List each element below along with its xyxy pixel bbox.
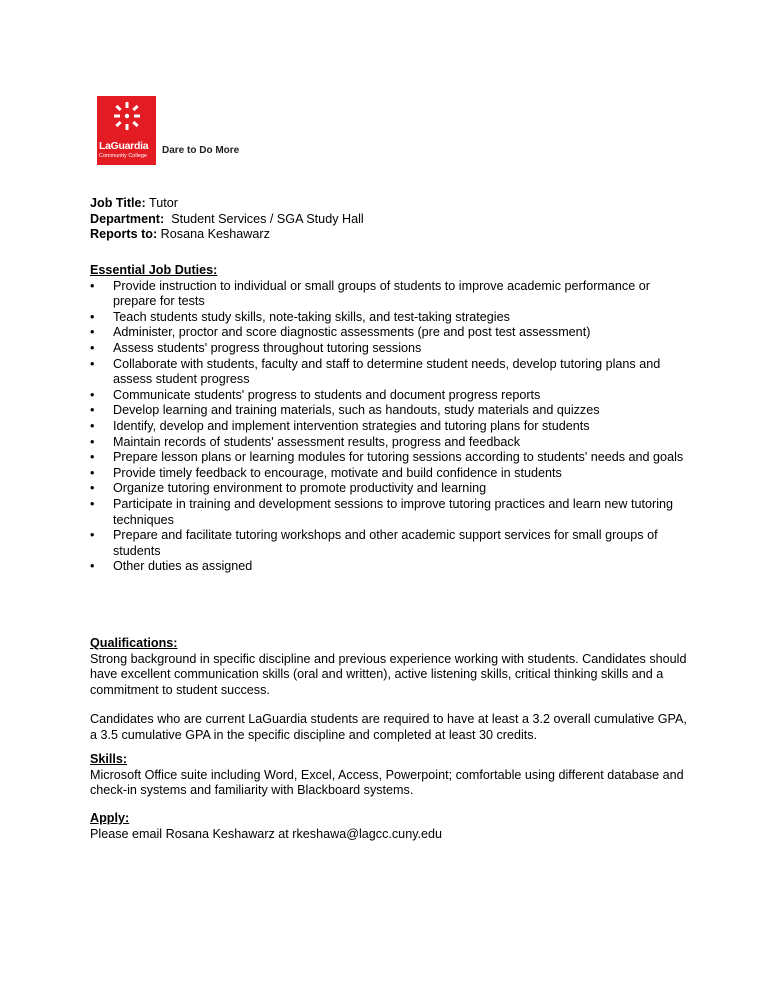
duties-section [90, 263, 690, 575]
duties-list [90, 279, 690, 575]
department-value: Student Services / SGA Study Hall [171, 211, 364, 226]
apply-text: Please email Rosana Keshawarz at rkeshawa@lagcc.cuny.edu [90, 826, 443, 841]
list-item: • Identify, develop and implement intervention strategies and tutoring plans for students [90, 419, 690, 435]
qualifications-para-1: Strong background in specific discipline and previous experience working with students. Candidates should have excellent communication skills (oral and written), active listening skills, critical thinking skills and a commitment to student success. [90, 651, 687, 697]
apply-title: Apply: [90, 811, 130, 825]
qualifications-section [90, 636, 690, 698]
qualifications-title: Qualifications: [90, 636, 178, 650]
list-item: • Teach students study skills, note-taking skills, and test-taking strategies [90, 310, 690, 326]
list-item: • Prepare lesson plans or learning modules for tutoring sessions according to students' needs and goals [90, 450, 690, 466]
logo-subtitle: Community College [99, 153, 147, 159]
star-burst-icon [113, 101, 141, 137]
list-item: • Assess students' progress throughout tutoring sessions [90, 341, 690, 357]
apply-section [90, 811, 690, 842]
list-item: • Provide instruction to individual or small groups of students to improve academic performance or prepare for tests [90, 279, 690, 310]
job-header [90, 196, 690, 243]
qualifications-gpa [90, 712, 690, 743]
logo-name: LaGuardia [99, 140, 149, 152]
job-title-value: Tutor [149, 196, 178, 210]
reports-to-value: Rosana Keshawarz [160, 227, 270, 242]
duties-title: Essential Job Duties: [90, 263, 218, 277]
list-item: • Administer, proctor and score diagnostic assessments (pre and post test assessment) [90, 325, 690, 341]
logo-badge [97, 96, 156, 165]
list-item: • Participate in training and development sessions to improve tutoring practices and learn new tutoring techniques [90, 497, 690, 528]
list-item: • Maintain records of students' assessment results, progress and feedback [90, 435, 690, 451]
logo-tagline: Dare to Do More [162, 145, 240, 156]
skills-text: Microsoft Office suite including Word, Excel, Access, Powerpoint; comfortable using different database and check-in systems and familiarity with Blackboard systems. [90, 767, 684, 798]
list-item: • Other duties as assigned [90, 559, 690, 575]
list-item: • Communicate students' progress to students and document progress reports [90, 388, 690, 404]
college-logo [97, 96, 257, 166]
skills-title: Skills: [90, 752, 128, 766]
job-title-label: Job Title: [90, 196, 146, 210]
qualifications-para-2: Candidates who are current LaGuardia students are required to have at least a 3.2 overall cumulative GPA, a 3.5 cumulative GPA in the specific discipline and completed at least 30 credits. [90, 712, 687, 742]
list-item: • Prepare and facilitate tutoring workshops and other academic support services for small groups of students [90, 528, 690, 559]
list-item: • Provide timely feedback to encourage, motivate and build confidence in students [90, 466, 690, 482]
list-item: • Organize tutoring environment to promote productivity and learning [90, 481, 690, 497]
department-line [90, 212, 690, 228]
job-title-line [90, 196, 690, 212]
reports-to-label: Reports to: [90, 227, 158, 242]
reports-to-line [90, 227, 690, 243]
list-item: • Develop learning and training materials, such as handouts, study materials and quizzes [90, 403, 690, 419]
department-label: Department: [90, 211, 165, 226]
skills-section [90, 752, 690, 799]
list-item: • Collaborate with students, faculty and staff to determine student needs, develop tutoring plans and assess student progress [90, 357, 690, 388]
